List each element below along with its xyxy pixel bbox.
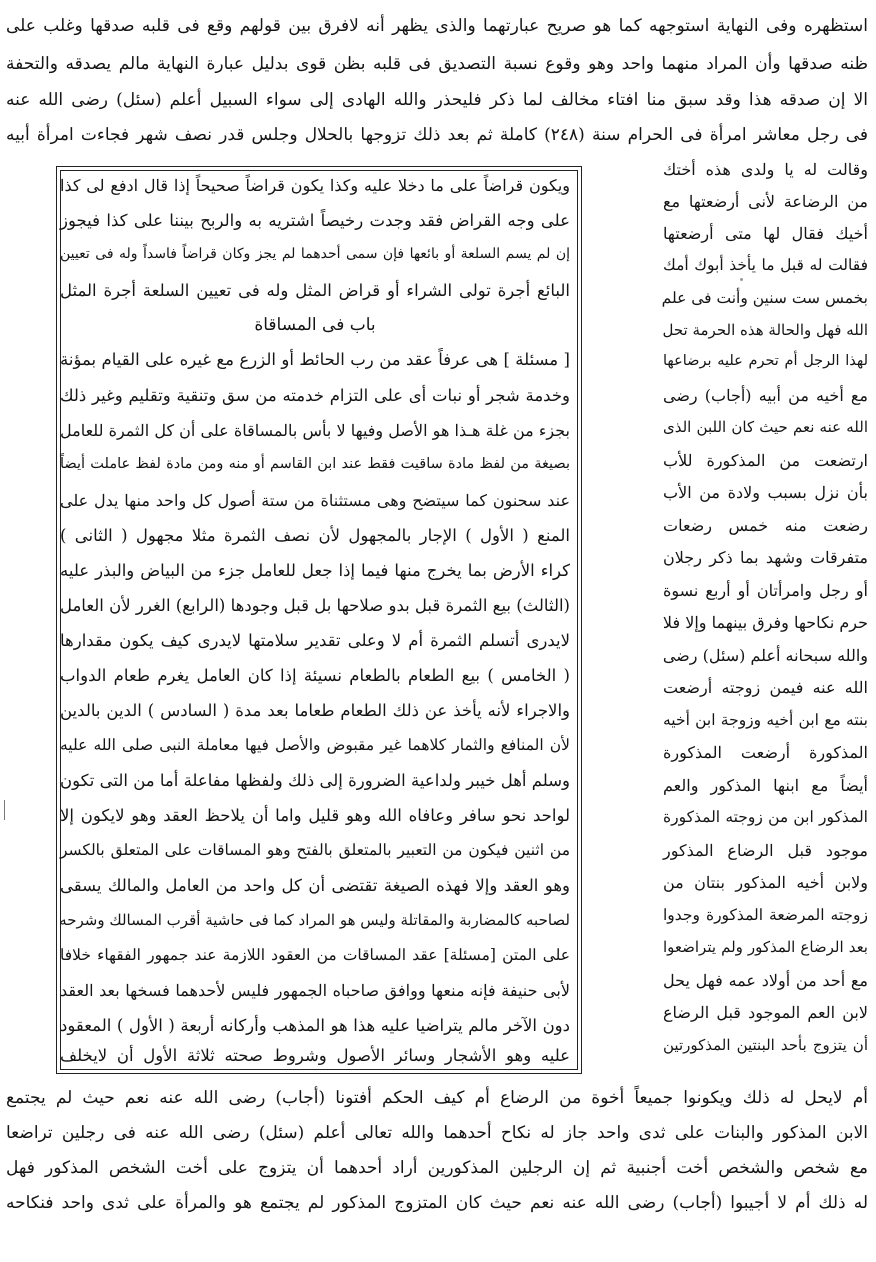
side-text-line: المذكور ابن من زوجته المذكورة	[663, 808, 868, 826]
side-text-line: الله عنه نعم حيث كان اللبن الذى	[663, 418, 868, 436]
side-text-line: وقالت له يا ولدى هذه أختك	[663, 160, 868, 179]
scan-speck	[740, 278, 743, 281]
top-text-line: فى رجل معاشر امرأة فى الحرام سنة (٢٤٨) كاملة ثم بعد ذلك تزوجها بالحلال وجلس قدر نصف شهر فجاءت امرأة أبيه	[6, 125, 869, 145]
side-text-line: من الرضاعة لأنى أرضعتها مع	[663, 192, 868, 211]
side-text-line: بخمس ست سنين وأنت فى علم	[661, 289, 868, 307]
box-text-line: لأبى حنيفة فإنه منعها ووافق صاحباه الجمهور فليس لأحدهما فسخها بعد العقد	[60, 981, 570, 1000]
margin-scan-mark	[4, 800, 13, 820]
side-text-line: مع أحد من أولاد عمه فهل يحل	[663, 971, 868, 990]
box-text-line: البائع أجرة تولى الشراء أو قراض المثل وله فى تعيين السلعة أجرة المثل	[60, 281, 570, 300]
side-text-line: ولابن أخيه المذكور بنتان من	[663, 873, 868, 892]
side-text-line: لهذا الرجل أم تحرم عليه برضاعها	[663, 353, 868, 369]
top-text-line: الا إن صدقه هذا وقد سبق منا افتاء مخالف لما ذكر فليحذر والله الهادى إلى سواء السبيل أعلم (سئل) رضى الله عنه	[6, 90, 868, 110]
box-text-line: لايدرى أتسلم الثمرة أم لا وعلى تقدير سلامتها لايدرى كيف يكون مقدارها	[60, 631, 570, 650]
box-text-line: كراء الأرض بما يخرج منها فيما إذا جعل للعامل جزء من البياض والبذر عليه	[60, 561, 570, 580]
side-text-line: والله سبحانه أعلم (سئل) رضى	[662, 646, 868, 665]
box-text-line: ويكون قراضاً على ما دخلا عليه وكذا يكون قراضاً صحيحاً إذا قال ادفع لى كذا	[60, 176, 570, 195]
side-text-line: حرم نكاحها وفرق بينهما وإلا فلا	[662, 613, 868, 632]
side-text-line: أخيك فقال لها متى أرضعتها	[663, 224, 868, 243]
box-text-line: بجزء من غلة هـذا هو الأصل وفيها لا بأس بالمساقاة على أن كل الثمرة للعامل	[60, 421, 570, 440]
top-text-line: استظهره وفى النهاية استوجهه كما هو صريح عبارتهما والذى يظهر أنه لافرق بين قولهم وقع فى قلبه صدقها وغلب على	[6, 16, 868, 36]
box-text-line: من اثنين فيكون من التعبير بالمتعلق بالفتح وهو المساقات على المتعلق بالكسر	[60, 841, 570, 859]
side-text-line: فقالت له قبل ما يأخذ أبوك أمك	[663, 256, 868, 274]
top-text-line: ظنه صدقها وأن المراد منهما واحد وهو وقوع نسبة التصديق فى قلبه بظن قوى بدليل عبارة النهاية مالم يصدقه والتحفة	[6, 54, 868, 74]
bottom-text-line: أم لايحل له ذلك ويكونوا جميعاً أخوة من الرضاع أم كيف الحكم أفتونا (أجاب) رضى الله عنه نعم حيث لم يجتمع	[6, 1088, 868, 1108]
side-text-line: أيضاً مع ابنها المذكور والعم	[663, 776, 868, 795]
bottom-text-line: له ذلك أم لا أجيبوا (أجاب) رضى الله عنه نعم حيث كان المتزوج المذكور لم يجتمع هو والمرأة على ثدى واحد فنكاحه	[6, 1193, 868, 1213]
side-text-line: رضعت منه خمس رضعات	[663, 516, 868, 535]
bottom-text-line: الابن المذكور والبنات على ثدى واحد جاز له نكاح أحدهما والله تعالى أعلم (سئل) رضى الله عنه فى رجلين تراضعا	[6, 1123, 868, 1143]
box-text-line: المنع ( الأول ) الإجار بالمجهول لأن نصف الثمرة مثلا مجهول ( الثانى )	[60, 526, 570, 545]
side-text-line: زوجته المرضعة المذكورة وجدوا	[663, 906, 868, 924]
box-text-line: (الثالث) بيع الثمرة قبل بدو صلاحها بل قبل وجودها (الرابع) الغرر لأن العامل	[59, 596, 570, 615]
side-text-line: بأن نزل بسبب ولادة من الأب	[663, 483, 868, 502]
commentary-box-frame	[56, 166, 582, 1074]
box-text-line: والاجراء لأنه يأخذ عن ذلك الطعام طعاما بعد مدة ( السادس ) الدين بالدين	[60, 701, 570, 720]
side-text-line: أن يتزوج بأحد البنتين المذكورتين	[663, 1036, 868, 1054]
box-text-line: ( الخامس ) بيع الطعام بالطعام نسيئة إذا كان العامل يغرم طعام الدواب	[60, 666, 570, 685]
box-text-line: عليه وهو الأشجار وسائر الأصول وشروط صحته ثلاثة الأول أن لايخلف	[60, 1046, 570, 1065]
box-text-line: لأن المنافع والثمار كلاهما غير مقبوض والأصل فيها معاملة النبى صلى الله عليه	[60, 736, 570, 754]
box-text-line: على وجه القراض فقد وجدت رخيصاً اشتريه به والربح بيننا على كذا فيجوز	[60, 211, 570, 230]
side-text-line: الله فهل والحالة هذه الحرمة تحل	[662, 321, 868, 339]
side-text-line: بنته مع ابن أخيه وزوجة ابن أخيه	[663, 711, 868, 729]
box-text-line: وسلم أهل خيبر ولداعية الضرورة إلى ذلك ولفظها مفاعلة أما من التى تكون	[60, 771, 570, 790]
box-text-line: بصيغة من لفظ مادة ساقيت فقط عند ابن القاسم أو منه ومن مادة لفظ عاملت أيضاً	[60, 456, 570, 472]
side-text-line: موجود قبل الرضاع المذكور	[663, 841, 868, 860]
box-text-line: إن لم يسم السلعة أو بائعها فإن سمى أحدهما لم يجز وكان قراضاً فاسداً وله فى تعيين	[60, 246, 570, 262]
box-text-line: وخدمة شجر أو نبات أى على التزام خدمته من سق وتنقية وتقليم وغير ذلك	[60, 386, 570, 405]
side-text-line: بعد الرضاع المذكور ولم يتراضعوا	[663, 938, 868, 956]
side-text-line: لابن العم الموجود قبل الرضاع	[663, 1003, 868, 1022]
side-text-line: ارتضعت من المذكورة للأب	[663, 451, 868, 470]
box-text-line: لواحد نحو سافر وعافاه الله وهو قليل واما أن يلاحظ العقد وهو لايكون إلا	[60, 806, 570, 825]
box-text-line: على المتن [مسئلة] عقد المساقات من العقود اللازمة عند جمهور الفقهاء خلافا	[60, 946, 570, 964]
box-text-line: وهو العقد وإلا فهذه الصيغة تقتضى أن كل واحد من العامل والمالك يسقى	[60, 876, 570, 895]
chapter-title: باب فى المساقاة	[254, 315, 376, 335]
side-text-line: المذكورة أرضعت المذكورة	[663, 743, 868, 762]
box-text-line: عند سحنون كما سيتضح وهى مستثناة من ستة أصول كل واحد منها يدل على	[60, 491, 571, 510]
bottom-text-line: مع شخص والشخص أخت أجنبية ثم إن الرجلين المذكورين أراد أحدهما أن يتزوج على أخت الشخص المذكور فهل	[6, 1158, 868, 1178]
side-text-line: الله عنه فيمن زوجته أرضعت	[663, 678, 868, 697]
box-text-line: [ مسئلة ] هى عرفاً عقد من رب الحائط أو الزرع مع غيره على القيام بمؤنة	[60, 350, 570, 369]
side-text-line: أو رجل وامرأتان أو أربع نسوة	[663, 581, 868, 600]
side-text-line: مع أخيه من أبيه (أجاب) رضى	[663, 386, 868, 405]
box-text-line: لصاحبه كالمضاربة والمقاتلة وليس هو المراد كما فى حاشية أقرب المسالك وشرحه	[59, 911, 570, 929]
side-text-line: متفرقات وشهد بما ذكر رجلان	[663, 548, 868, 567]
box-text-line: دون الآخر مالم يتراضيا عليه هذا هو المذهب وأركانه أربعة ( الأول ) المعقود	[60, 1016, 570, 1035]
